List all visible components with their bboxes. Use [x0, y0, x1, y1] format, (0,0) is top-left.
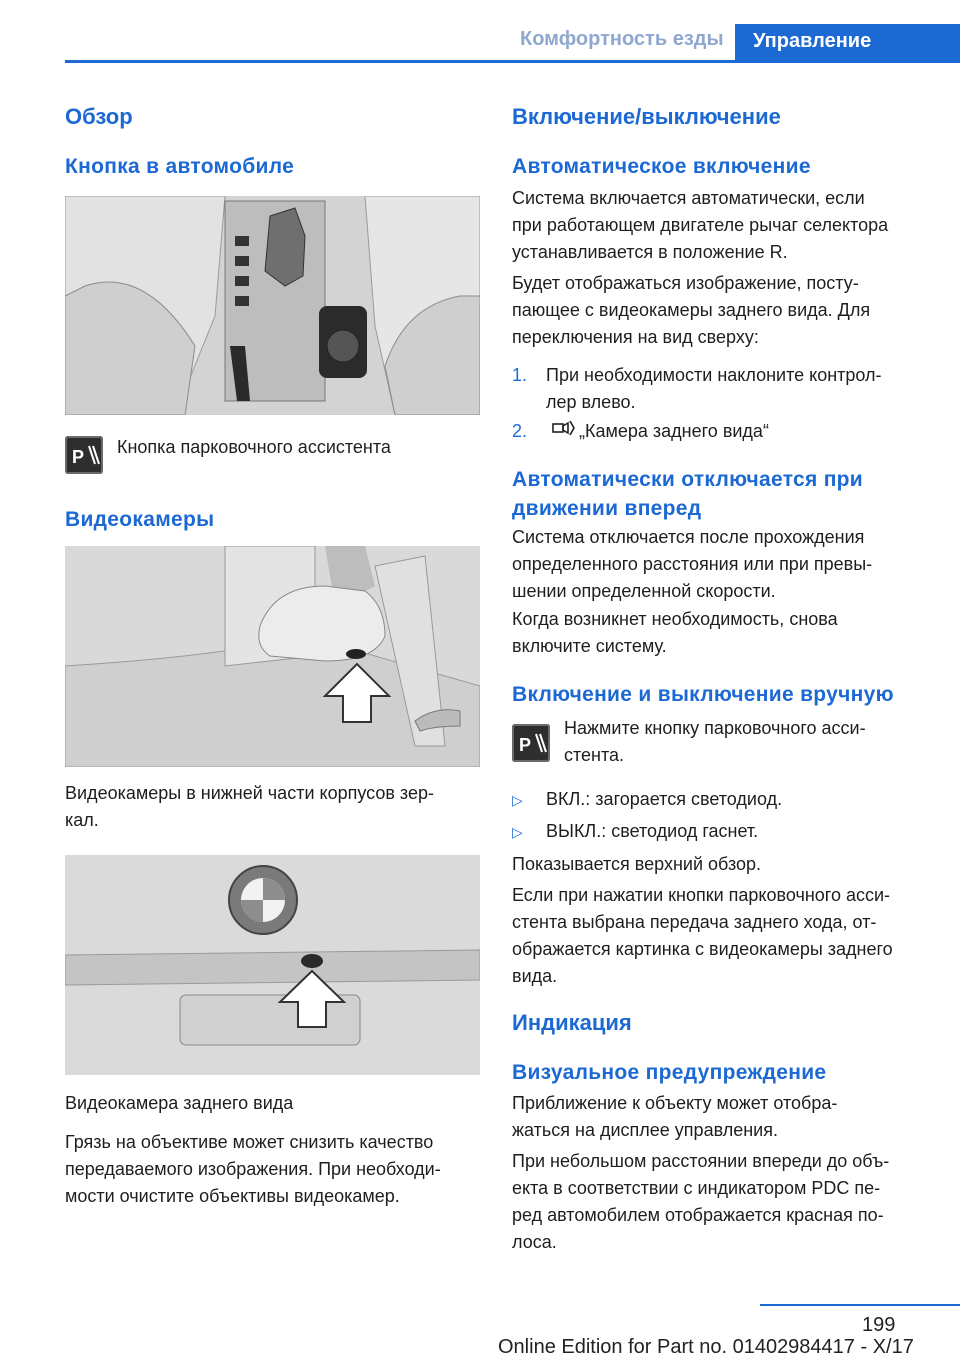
- header-rule: [65, 60, 960, 63]
- bullet-triangle-icon: ▷: [512, 792, 523, 808]
- display-title: Индикация: [512, 1010, 632, 1035]
- step-1-line2: лер влево.: [546, 392, 636, 412]
- mirror-caption-line2: кал.: [65, 810, 99, 830]
- cameras-heading: Видеокамеры: [65, 508, 215, 531]
- header-tab-active[interactable]: Управление: [735, 24, 960, 63]
- on-off-title: Включение/выключение: [512, 104, 781, 129]
- auto-off-p1-line3: шении определенной скорости.: [512, 581, 776, 601]
- svg-text:P: P: [72, 447, 85, 467]
- dirt-line3: мости очистите объективы видеокамер.: [65, 1186, 400, 1206]
- manual-p2-line3: ображается картинка с видеокамеры заднего: [512, 939, 893, 959]
- auto-off-p2-line2: включите систему.: [512, 636, 667, 656]
- bullet-on: [512, 786, 782, 814]
- bullet-off-text: ВЫКЛ.: светодиод гаснет.: [546, 821, 759, 841]
- step-2-text: „Камера заднего вида“: [579, 421, 769, 441]
- mirror-illustration: [65, 546, 480, 767]
- auto-off-p1-line2: определенного расстояния или при превы‐: [512, 554, 873, 574]
- visual-p1-line2: жаться на дисплее управления.: [512, 1120, 778, 1140]
- step-1-number: 1.: [512, 365, 528, 385]
- console-figure: [65, 196, 480, 415]
- parking-assistant-icon-2: [512, 724, 550, 762]
- bullet-off: [512, 818, 758, 846]
- auto-on-p1-line1: Система включается автоматически, если: [512, 188, 865, 208]
- mirror-camera-figure: [65, 546, 480, 767]
- svg-text:P: P: [519, 735, 532, 755]
- auto-on-p2-line1: Будет отображаться изображение, посту‐: [512, 273, 859, 293]
- bullet-on-text: ВКЛ.: загорается светодиод.: [546, 789, 783, 809]
- visual-heading: Визуальное предупреждение: [512, 1061, 827, 1084]
- auto-off-heading-line2: движении вперед: [512, 497, 702, 520]
- step-1-line1: При необходимости наклоните контрол‐: [546, 365, 882, 385]
- step-2: [512, 418, 769, 446]
- manual-p2-line4: вида.: [512, 966, 558, 986]
- auto-off-heading-line1: Автоматически отключается при: [512, 468, 864, 491]
- footer-rule: [760, 1304, 960, 1306]
- rear-illustration: [65, 855, 480, 1075]
- manual-p2-line1: Если при нажатии кнопки парковочного асси‐: [512, 885, 891, 905]
- auto-on-p1-line2: при работающем двигателе рычаг селектора: [512, 215, 889, 235]
- visual-p2-line4: лоса.: [512, 1232, 557, 1252]
- auto-on-p1-line3: устанавливается в положение R.: [512, 242, 788, 262]
- visual-p2-line1: При небольшом расстоянии впереди до объ‐: [512, 1151, 890, 1171]
- rear-caption: Видеокамера заднего вида: [65, 1093, 294, 1113]
- dirt-line1: Грязь на объективе может снизить качество: [65, 1132, 434, 1152]
- manual-p2-line2: стента выбрана передача заднего хода, от‐: [512, 912, 877, 932]
- edition-note: Online Edition for Part no. 01402984417 - X/17: [498, 1336, 914, 1358]
- page-number: 199: [862, 1314, 896, 1336]
- visual-p1-line1: Приближение к объекту может отобра‐: [512, 1093, 838, 1113]
- auto-on-p2-line2: пающее с видеокамеры заднего вида. Для: [512, 300, 871, 320]
- header-section[interactable]: Комфортность езды: [520, 28, 724, 50]
- button-caption: Кнопка парковочного ассистента: [117, 437, 391, 457]
- mirror-caption-line1: Видеокамеры в нижней части корпусов зер‐: [65, 783, 434, 803]
- visual-p2-line2: екта в соответствии с индикатором PDC пе‐: [512, 1178, 881, 1198]
- rear-camera-figure: [65, 855, 480, 1075]
- visual-p2-line3: ред автомобилем отображается красная по‐: [512, 1205, 884, 1225]
- button-heading: Кнопка в автомобиле: [65, 155, 295, 178]
- auto-on-heading: Автоматическое включение: [512, 155, 811, 178]
- bullet-triangle-icon: ▷: [512, 824, 523, 840]
- step-2-number: 2.: [512, 421, 528, 441]
- auto-off-p2-line1: Когда возникнет необходимость, снова: [512, 609, 838, 629]
- console-illustration: [65, 196, 480, 415]
- dirt-line2: передаваемого изображения. При необходи‐: [65, 1159, 441, 1179]
- step-1: [512, 362, 882, 389]
- rear-camera-icon: [551, 418, 579, 446]
- manual-text-line1: Нажмите кнопку парковочного асси‐: [564, 718, 866, 738]
- manual-text-line2: стента.: [564, 745, 625, 765]
- manual-heading: Включение и выключение вручную: [512, 683, 894, 706]
- overview-title: Обзор: [65, 104, 133, 129]
- auto-on-p2-line3: переключения на вид сверху:: [512, 327, 759, 347]
- auto-off-p1-line1: Система отключается после прохождения: [512, 527, 865, 547]
- parking-assistant-icon: [65, 436, 103, 474]
- manual-p1: Показывается верхний обзор.: [512, 854, 762, 874]
